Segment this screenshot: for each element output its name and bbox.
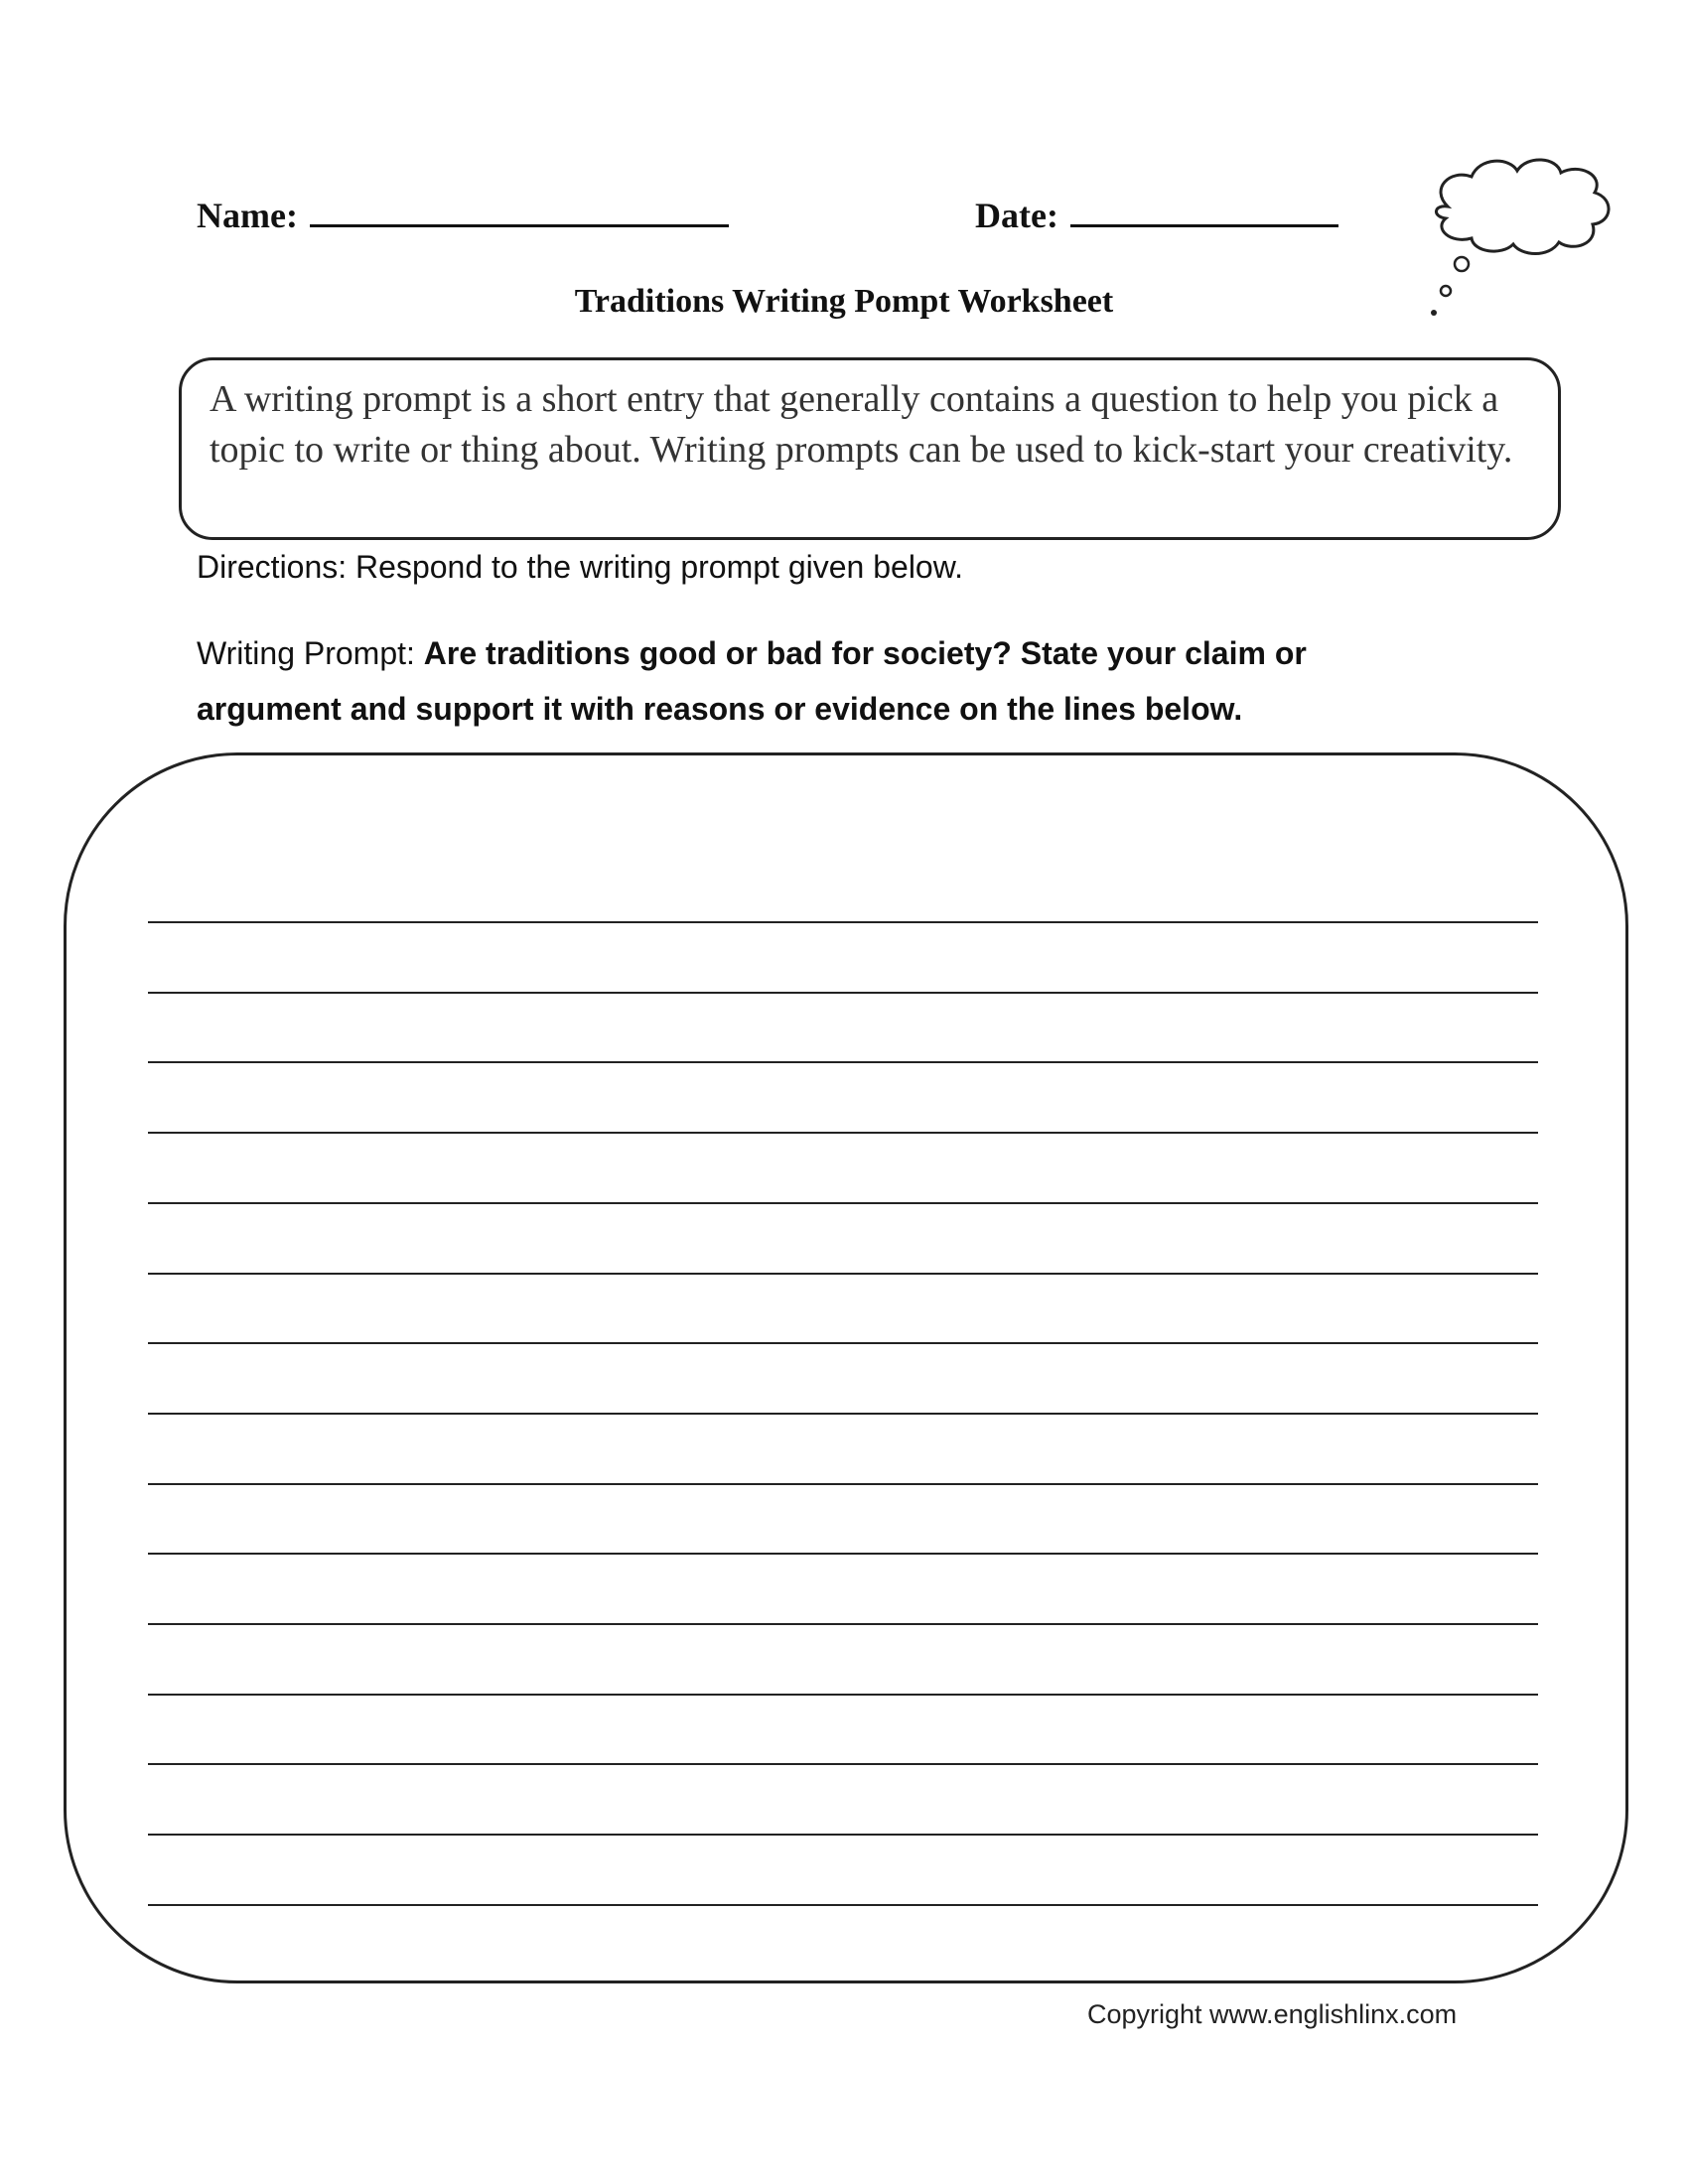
answer-line[interactable] <box>148 1763 1538 1765</box>
copyright-text: Copyright www.englishlinx.com <box>1087 1999 1458 2029</box>
answer-line[interactable] <box>148 1694 1538 1696</box>
prompt-label: Writing Prompt: <box>197 635 415 671</box>
answer-line[interactable] <box>148 1483 1538 1485</box>
answer-line[interactable] <box>148 1132 1538 1134</box>
answer-line[interactable] <box>148 1273 1538 1275</box>
date-blank-line[interactable] <box>1070 195 1338 227</box>
answer-line[interactable] <box>148 1342 1538 1344</box>
intro-text: A writing prompt is a short entry that generally contains a question to help you pick a topic to write or thing about. Writing prompts can be used to kick-start your creativity. <box>210 378 1513 471</box>
date-label: Date: <box>975 196 1058 235</box>
answer-line[interactable] <box>148 1061 1538 1063</box>
answer-line[interactable] <box>148 1904 1538 1906</box>
date-field <box>975 195 1338 236</box>
answer-line[interactable] <box>148 992 1538 994</box>
name-blank-line[interactable] <box>310 195 729 227</box>
directions-text: Directions: Respond to the writing prompt given below. <box>197 549 963 585</box>
page-title <box>0 283 1688 321</box>
name-field <box>197 195 729 236</box>
page-title-text: Traditions Writing Pompt Worksheet <box>574 283 1114 320</box>
answer-line[interactable] <box>148 1553 1538 1555</box>
answer-box[interactable] <box>64 752 1628 1983</box>
answer-line[interactable] <box>148 1623 1538 1625</box>
answer-line[interactable] <box>148 1202 1538 1204</box>
name-label: Name: <box>197 196 298 235</box>
answer-line[interactable] <box>148 1413 1538 1415</box>
answer-line[interactable] <box>148 921 1538 923</box>
prompt-question: Are traditions good or bad for society? State your claim or argument and support it with reasons or evidence on the lines below. <box>197 635 1307 727</box>
answer-line[interactable] <box>148 1834 1538 1836</box>
intro-box <box>179 357 1561 540</box>
writing-prompt <box>197 625 1448 737</box>
